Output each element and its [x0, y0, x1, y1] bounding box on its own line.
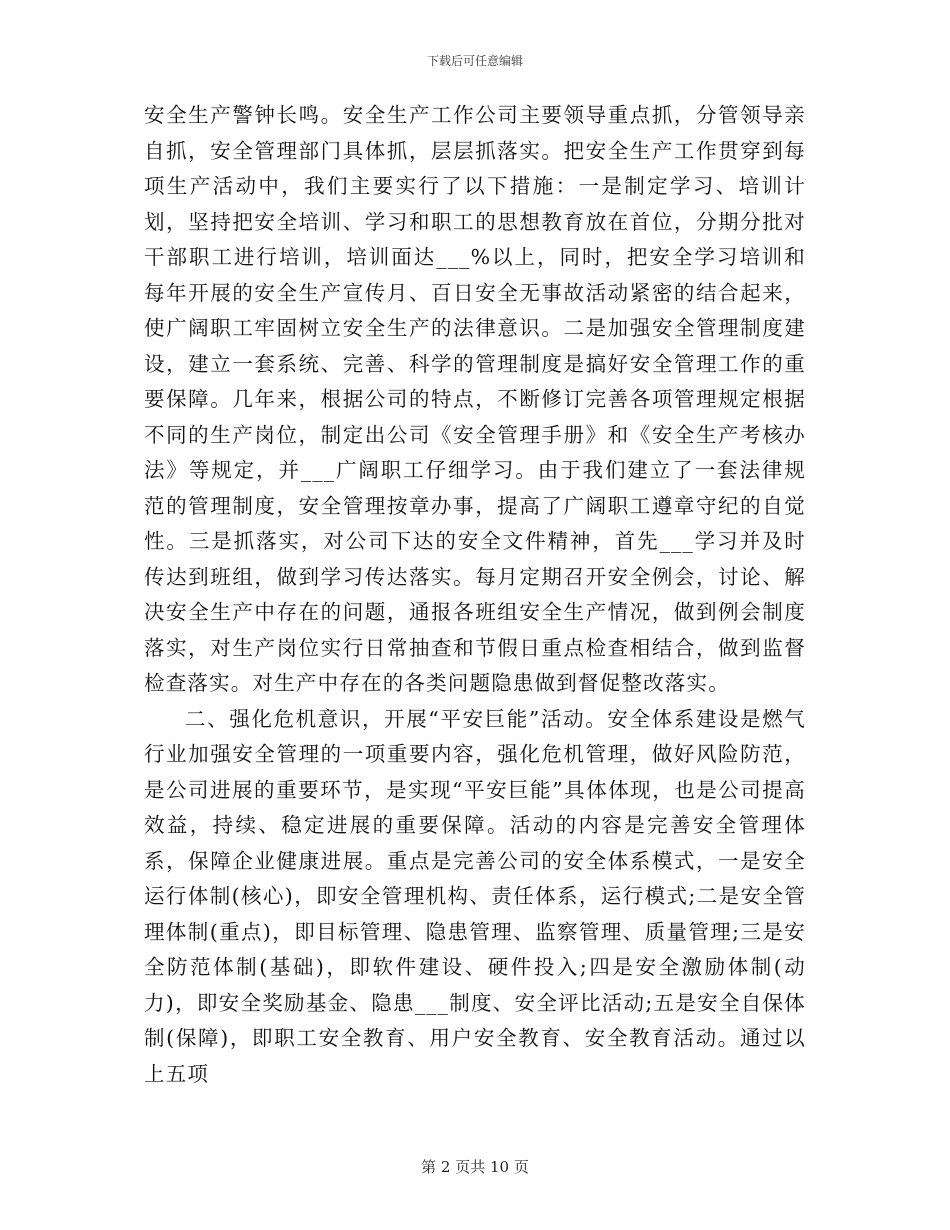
page-header: 下载后可任意编辑 — [426, 54, 523, 68]
page-number-footer: 第 2 页共 10 页 — [421, 1158, 529, 1176]
paragraph-section-two: 二、强化危机意识，开展“平安巨能”活动。安全体系建设是燃气行业加强安全管理的一项重要内容，强化危机管理，做好风险防范，是公司进展的重要环节，是实现“平安巨能”具体体现，也是公司提高效益，持续、稳定进展的重要保障。活动的内容是完善安全管理体系，保障企业健康进展。重点是完善公司的安全体系模式，一是安全运行体制(核心)，即安全管理机构、责任体系，运行模式;二是安全管理体制(重点)，即目标管理、隐患管理、监察管理、质量管理;三是安全防范体制(基础)，即软件建设、硬件投入;四是安全激励体制(动力)，即安全奖励基金、隐患___制度、安全评比活动;五是安全自保体制(保障)，即职工安全教育、用户安全教育、安全教育活动。通过以上五项 — [144, 706, 806, 1086]
document-body — [144, 98, 806, 1092]
paragraph-continued: 安全生产警钟长鸣。安全生产工作公司主要领导重点抓，分管领导亲自抓，安全管理部门具体抓，层层抓落实。把安全生产工作贯穿到每项生产活动中，我们主要实行了以下措施：一是制定学习、培训计划，坚持把安全培训、学习和职工的思想教育放在首位，分期分批对干部职工进行培训，培训面达___%以上，同时，把安全学习培训和每年开展的安全生产宣传月、百日安全无事故活动紧密的结合起来，使广阔职工牢固树立安全生产的法律意识。二是加强安全管理制度建设，建立一套系统、完善、科学的管理制度是搞好安全管理工作的重要保障。几年来，根据公司的特点，不断修订完善各项管理规定根据不同的生产岗位，制定出公司《安全管理手册》和《安全生产考核办法》等规定，并___广阔职工仔细学习。由于我们建立了一套法律规范的管理制度，安全管理按章办事，提高了广阔职工遵章守纪的自觉性。三是抓落实，对公司下达的安全文件精神，首先___学习并及时传达到班组，做到学习传达落实。每月定期召开安全例会，讨论、解决安全生产中存在的问题，通报各班组安全生产情况，做到例会制度落实，对生产岗位实行日常抽查和节假日重点检查相结合，做到监督检查落实。对生产中存在的各类问题隐患做到督促整改落实。 — [144, 103, 806, 695]
